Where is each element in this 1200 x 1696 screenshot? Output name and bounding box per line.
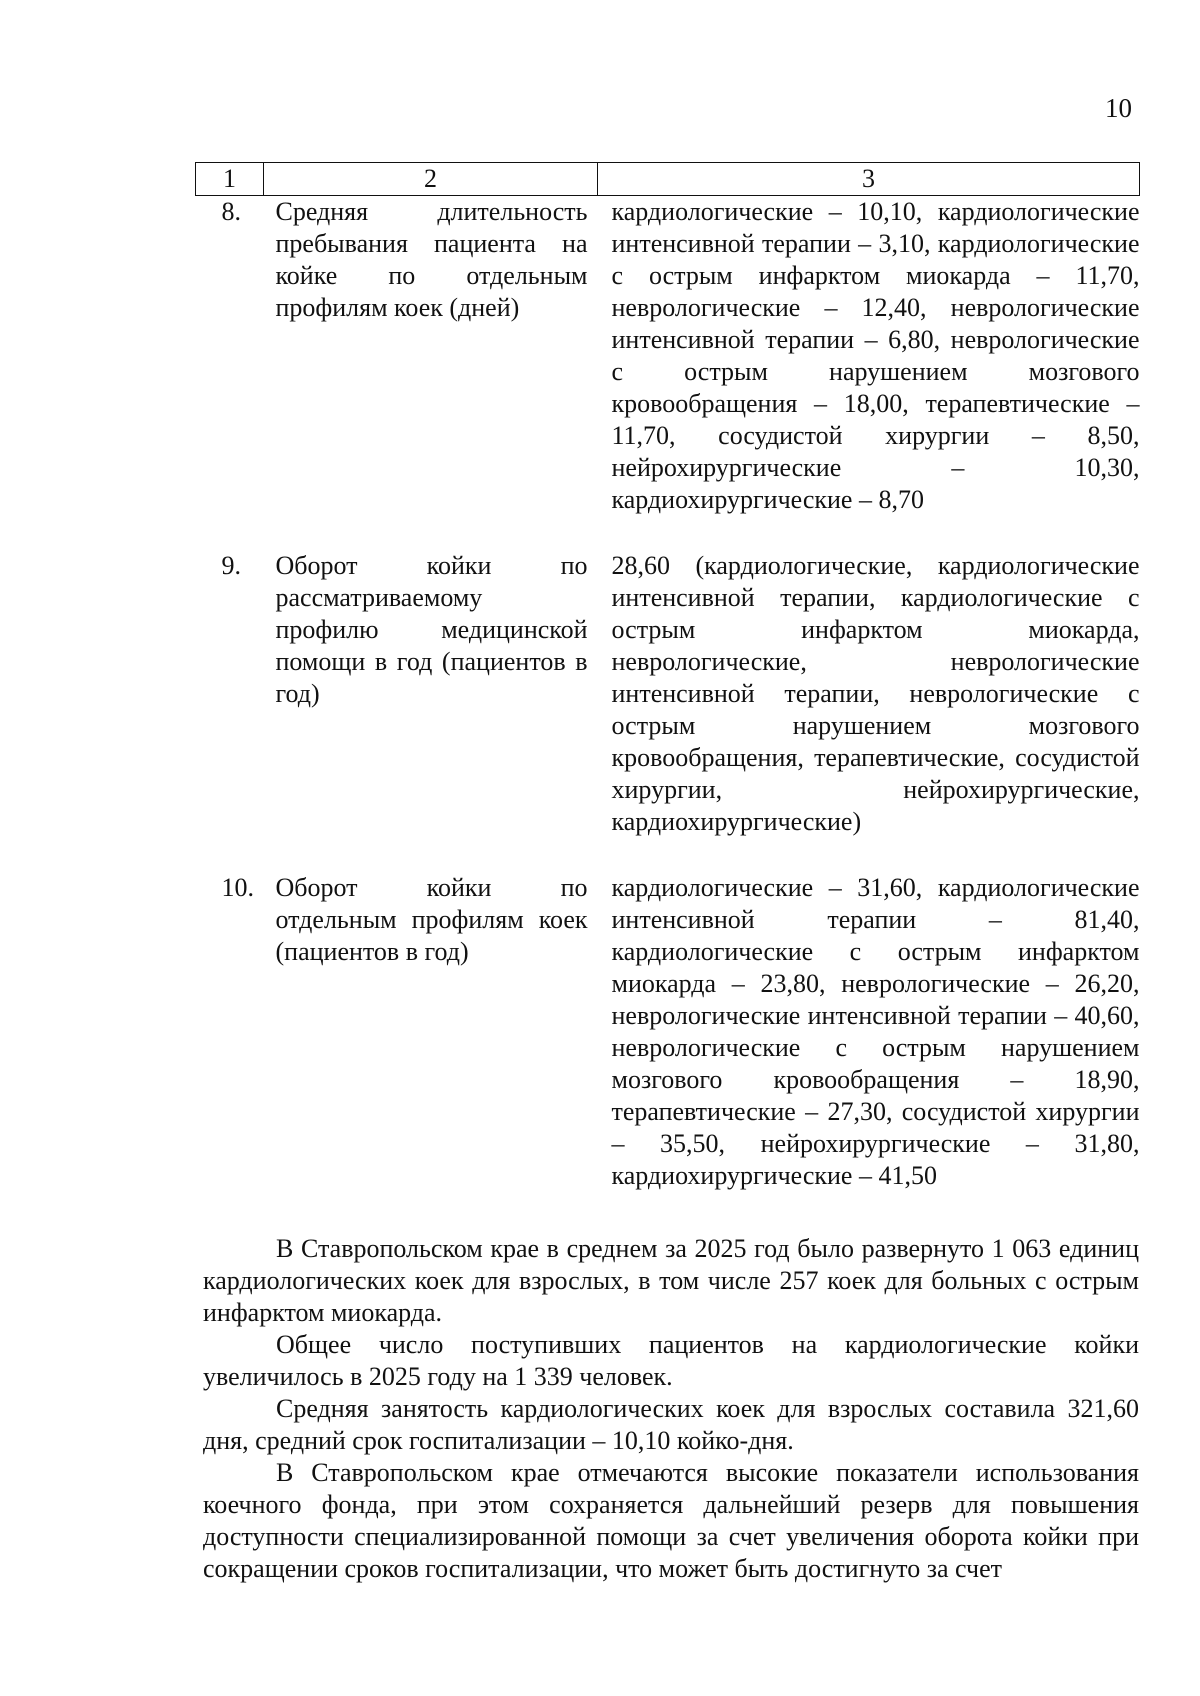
- table-header-cell: 3: [598, 163, 1140, 196]
- paragraph: В Ставропольском крае отмечаются высокие показатели использования коечного фонда, при этом сохраняется дальнейший резерв для повышения доступности специализированной помощи за счет увеличения оборота койки при сокращении сроков госпитализации, что может быть достигнуто за счет: [203, 1458, 1139, 1583]
- paragraph: Средняя занятость кардиологических коек для взрослых составила 321,60 дня, средний срок госпитализации – 10,10 койко-дня.: [203, 1394, 1139, 1455]
- indicator-name: Оборот койки по рассматриваемому профилю медицинской помощи в год (пациентов в год): [275, 551, 588, 708]
- indicator-value: кардиологические – 10,10, кардиологические интенсивной терапии – 3,10, кардиологические с острым инфарктом миокарда – 11,70, неврологические – 12,40, неврологические интенсивной терапии – 6,80, неврологические с острым нарушением мозгового кровообращения – 18,00, терапевтические – 11,70, сосудистой хирургии – 8,50, нейрохирургические – 10,30, кардиохирургические – 8,70: [611, 197, 1140, 514]
- row-number: 10.: [221, 873, 254, 902]
- body-text: [203, 1233, 1139, 1585]
- paragraph: Общее число поступивших пациентов на кардиологические койки увеличилось в 2025 году на 1 339 человек.: [203, 1330, 1139, 1391]
- table-header-cell: 1: [196, 163, 264, 196]
- row-gap: [196, 838, 1140, 872]
- indicator-value: кардиологические – 31,60, кардиологические интенсивной терапии – 81,40, кардиологические с острым инфарктом миокарда – 23,80, неврологические – 26,20, неврологические интенсивной терапии – 40,60, неврологические с острым нарушением мозгового кровообращения – 18,90, терапевтические – 27,30, сосудистой хирургии – 35,50, нейрохирургические – 31,80, кардиохирургические – 41,50: [611, 873, 1140, 1190]
- page-number: 10: [1105, 93, 1132, 123]
- row-number: 9.: [221, 551, 241, 580]
- row-number: 8.: [221, 197, 241, 226]
- indicator-name: Средняя длительность пребывания пациента на койке по отдельным профилям коек (дней): [275, 197, 588, 322]
- indicator-value: 28,60 (кардиологические, кардиологические интенсивной терапии, кардиологические с острым инфарктом миокарда, неврологические, неврологические интенсивной терапии, неврологические с острым нарушением мозгового кровообращения, терапевтические, сосудистой хирургии, нейрохирургические, кардиохирургические): [611, 551, 1140, 836]
- table-header-row: [196, 163, 1140, 196]
- indicator-name: Оборот койки по отдельным профилям коек (пациентов в год): [275, 873, 588, 966]
- row-gap: [196, 516, 1140, 550]
- table-row: [196, 550, 1140, 838]
- paragraph: В Ставропольском крае в среднем за 2025 год было развернуто 1 063 единиц кардиологических коек для взрослых, в том числе 257 коек для больных с острым инфарктом миокарда.: [203, 1234, 1139, 1327]
- indicators-table: [195, 162, 1140, 1192]
- table-row: [196, 872, 1140, 1192]
- table-header-cell: 2: [264, 163, 598, 196]
- table-row: [196, 196, 1140, 517]
